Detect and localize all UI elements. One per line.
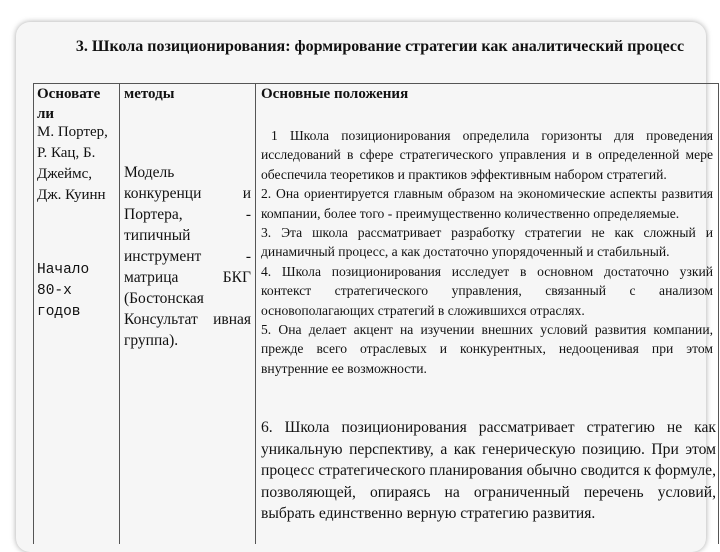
methods-column (120, 84, 256, 544)
provision-item-2: 2. Она ориентируется главным образом на экономические аспекты развития компании, более того - преимущественно количественно определяемые. (261, 186, 713, 221)
methods-header: методы (124, 86, 175, 102)
provision-item-6-text: 6. Школа позиционирования рассматривает стратегию не как уникальную перспективу, а как генерическую позицию. При этом процесс стратегического планирования обычно сводится к формуле, позволяющей, опираясь на ограниченный перечень условий, выбрать единственно верную стратегию развития. (261, 419, 716, 523)
provision-item-3: 3. Эта школа рассматривает разработку стратегии не как сложный и динамичный процесс, а как достаточно упорядоченный и стабильный. (261, 225, 713, 260)
provisions-column (256, 84, 719, 544)
provision-item-5: 5. Она делает акцент на изучении внешних условий развития компании, прежде всего отраслевых и конкурентных, недооценивая при этом внутренние ее возможности. (261, 322, 713, 376)
methods-text: Модель конкуренци и Портера, - типичный инструмент - матрица БКГ (Бостонская Консультат ивная группа). (124, 164, 251, 349)
founders-header: Основате ли (37, 86, 101, 122)
provision-item-4: 4. Школа позиционирования исследует в основном достаточно узкий контекст стратегического управления, связанный с анализом основополагающих стратегий в сложившихся отраслях. (261, 263, 713, 318)
period-text: Начало 80-х годов (37, 262, 90, 320)
schools-table (33, 83, 719, 544)
founders-names: М. Портер, Р. Кац, Б. Джеймс, Дж. Куинн (37, 124, 108, 203)
provisions-list (261, 126, 713, 378)
provision-item-1: 1 Школа позиционирования определила горизонты для проведения исследований в сфере стратегического управления и в определенной мере обеспечила теоретиков и практиков эффективным набором стратегий. (261, 128, 713, 182)
provision-item-6 (261, 417, 716, 525)
provisions-header: Основные положения (261, 86, 409, 102)
slide-title: 3. Школа позиционирования: формирование стратегии как аналитический процесс (75, 38, 685, 55)
founders-column (34, 84, 120, 544)
